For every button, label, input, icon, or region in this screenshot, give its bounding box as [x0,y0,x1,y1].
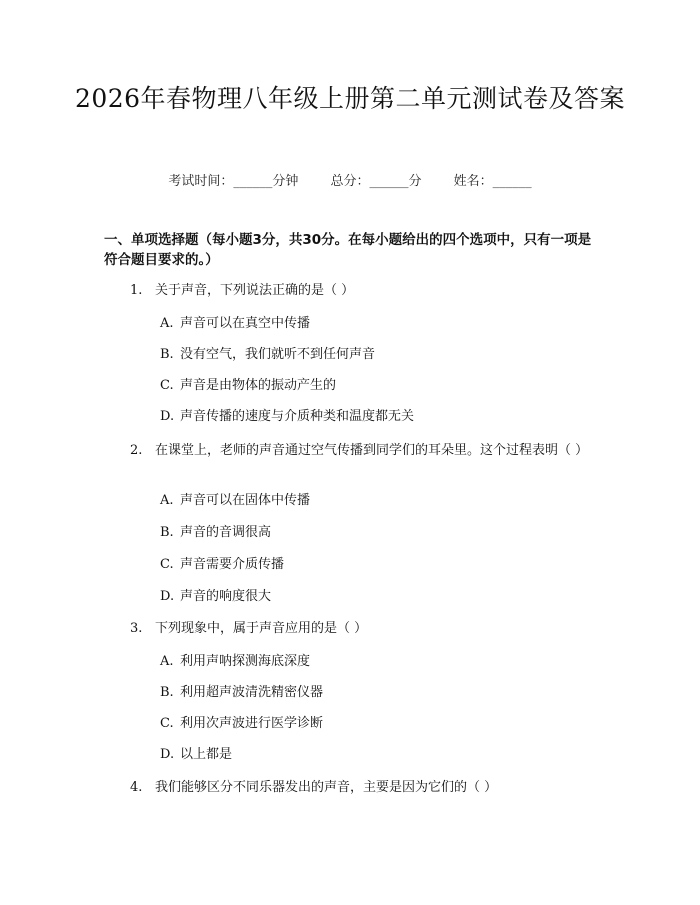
question-4 [104,777,604,799]
option-2c [160,555,600,575]
option-letter: C. [160,378,174,393]
question-text: 我们能够区分不同乐器发出的声音，主要是因为它们的（ ） [155,780,498,795]
option-letter: D. [160,589,175,604]
option-text: 利用声呐探测海底深度 [180,654,311,669]
question-text: 下列现象中，属于声音应用的是（ ） [155,621,368,636]
question-3 [104,618,604,640]
option-letter: B. [160,525,174,540]
option-text: 利用超声波清洗精密仪器 [180,685,324,700]
option-text: 声音传播的速度与介质种类和温度都无关 [180,409,415,424]
option-text: 声音的响度很大 [180,589,272,604]
option-1c [160,376,600,396]
option-3d [160,745,600,765]
option-letter: A. [160,493,174,508]
exam-time: 考试时间：______分钟 [168,174,299,189]
option-text: 声音的音调很高 [180,525,272,540]
option-2d [160,587,600,607]
option-1a [160,314,600,334]
option-1d [160,407,600,427]
option-text: 没有空气，我们就听不到任何声音 [180,347,376,362]
total-score: 总分：______分 [330,174,422,189]
option-text: 声音是由物体的振动产生的 [180,378,337,393]
question-number: 3. [130,621,143,636]
option-letter: D. [160,747,175,762]
option-letter: C. [160,557,174,572]
section-heading: 一、单项选择题（每小题3分，共30分。在每小题给出的四个选项中，只有一项是符合题目要求的。） [104,232,592,268]
option-letter: D. [160,409,175,424]
question-text: 在课堂上，老师的声音通过空气传播到同学们的耳朵里。这个过程表明（ ） [155,443,589,458]
option-3a [160,652,600,672]
question-number: 2. [130,443,143,458]
exam-meta [0,170,700,189]
option-3b [160,683,600,703]
question-2 [104,440,604,462]
option-letter: B. [160,685,174,700]
option-letter: A. [160,654,174,669]
option-text: 利用次声波进行医学诊断 [180,716,324,731]
option-letter: B. [160,347,174,362]
question-number: 1. [130,283,143,298]
option-3c [160,714,600,734]
option-1b [160,345,600,365]
question-number: 4. [130,780,143,795]
option-text: 声音需要介质传播 [180,557,285,572]
question-text: 关于声音，下列说法正确的是（ ） [155,283,355,298]
option-2a [160,491,600,511]
option-2b [160,523,600,543]
option-text: 以上都是 [180,747,233,762]
option-text: 声音可以在固体中传播 [180,493,311,508]
option-letter: C. [160,716,174,731]
document-title: 2026年春物理八年级上册第二单元测试卷及答案 [74,84,626,113]
option-letter: A. [160,316,174,331]
student-name: 姓名：______ [453,174,532,189]
option-text: 声音可以在真空中传播 [180,316,311,331]
question-1 [104,280,604,302]
